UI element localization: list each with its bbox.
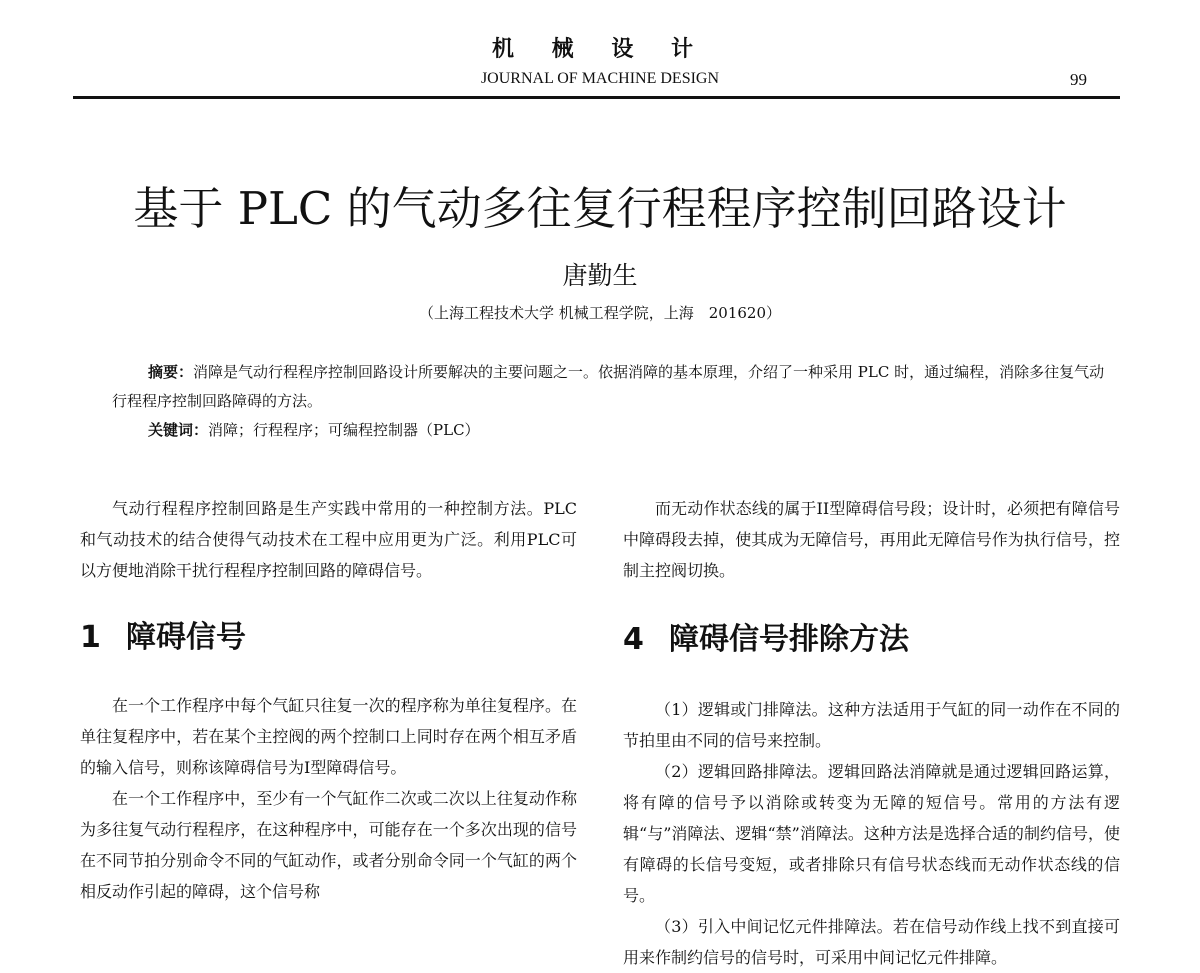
method-item-2: （2）逻辑回路排障法。逻辑回路法消障就是通过逻辑回路运算，将有障的信号予以消除或转变为无障的短信号。常用的方法有逻辑“与”消障法、逻辑“禁”消障法。这种方法是选择合适的制约信号，使有障碍的长信号变短，或者排除只有信号状态线而无动作状态线的信号。: [623, 762, 1120, 905]
abstract-paragraph: [112, 358, 1112, 416]
article-title: 基于 PLC 的气动多往复行程程序控制回路设计: [133, 182, 1067, 235]
keywords-label: 关键词：: [148, 421, 209, 439]
section-4-heading: [623, 620, 1120, 660]
section-4-number: 4: [623, 622, 644, 657]
right-column: [623, 493, 1120, 973]
section-4-title: 障碍信号排除方法: [669, 622, 909, 657]
journal-title-cn: 机 械 设 计: [492, 37, 708, 62]
keywords-paragraph: [112, 416, 1112, 445]
abstract-text: 消障是气动行程程序控制回路设计所要解决的主要问题之一。依据消障的基本原理，介绍了一种采用 PLC 时，通过编程，消除多往复气动行程程序控制回路障碍的方法。: [112, 363, 1105, 410]
abstract-label: 摘要：: [148, 363, 194, 381]
section-1-title: 障碍信号: [126, 620, 246, 655]
right-continuation-paragraph: 而无动作状态线的属于II型障碍信号段；设计时，必须把有障信号中障碍段去掉，使其成为无障信号，再用此无障信号作为执行信号，控制主控阀切换。: [623, 499, 1120, 580]
article-author: 唐勤生: [562, 261, 638, 290]
method-item-3: （3）引入中间记忆元件排障法。若在信号动作线上找不到直接可用来作制约信号的信号时，可采用中间记忆元件排障。: [623, 917, 1120, 967]
section-1-heading: [80, 618, 577, 658]
section-1-number: 1: [80, 620, 101, 655]
section-1-paragraph-1: 在一个工作程序中每个气缸只往复一次的程序称为单往复程序。在单往复程序中，若在某个主控阀的两个控制口上同时存在两个相互矛盾的输入信号，则称该障碍信号为I型障碍信号。: [80, 696, 577, 777]
keywords-text: 消障；行程程序；可编程控制器（PLC）: [208, 421, 480, 439]
left-column: [80, 493, 577, 907]
intro-paragraph: 气动行程程序控制回路是生产实践中常用的一种控制方法。PLC和气动技术的结合使得气动技术在工程中应用更为广泛。利用PLC可以方便地消除干扰行程程序控制回路的障碍信号。: [80, 499, 577, 580]
author-affiliation: （上海工程技术大学 机械工程学院，上海 201620）: [418, 304, 782, 322]
section-1-paragraph-2: 在一个工作程序中，至少有一个气缸作二次或二次以上往复动作称为多往复气动行程程序，在这种程序中，可能存在一个多次出现的信号在不同节拍分别命令不同的气缸动作，或者分别命令同一个气缸的两个相反动作引起的障碍，这个信号称: [80, 789, 577, 901]
page-number: 99: [1070, 70, 1087, 89]
header-rule: [73, 96, 1120, 99]
method-item-1: （1）逻辑或门排障法。这种方法适用于气缸的同一动作在不同的节拍里由不同的信号来控制。: [623, 700, 1120, 750]
abstract-block: [112, 358, 1112, 445]
journal-title-en: JOURNAL OF MACHINE DESIGN: [480, 70, 720, 87]
